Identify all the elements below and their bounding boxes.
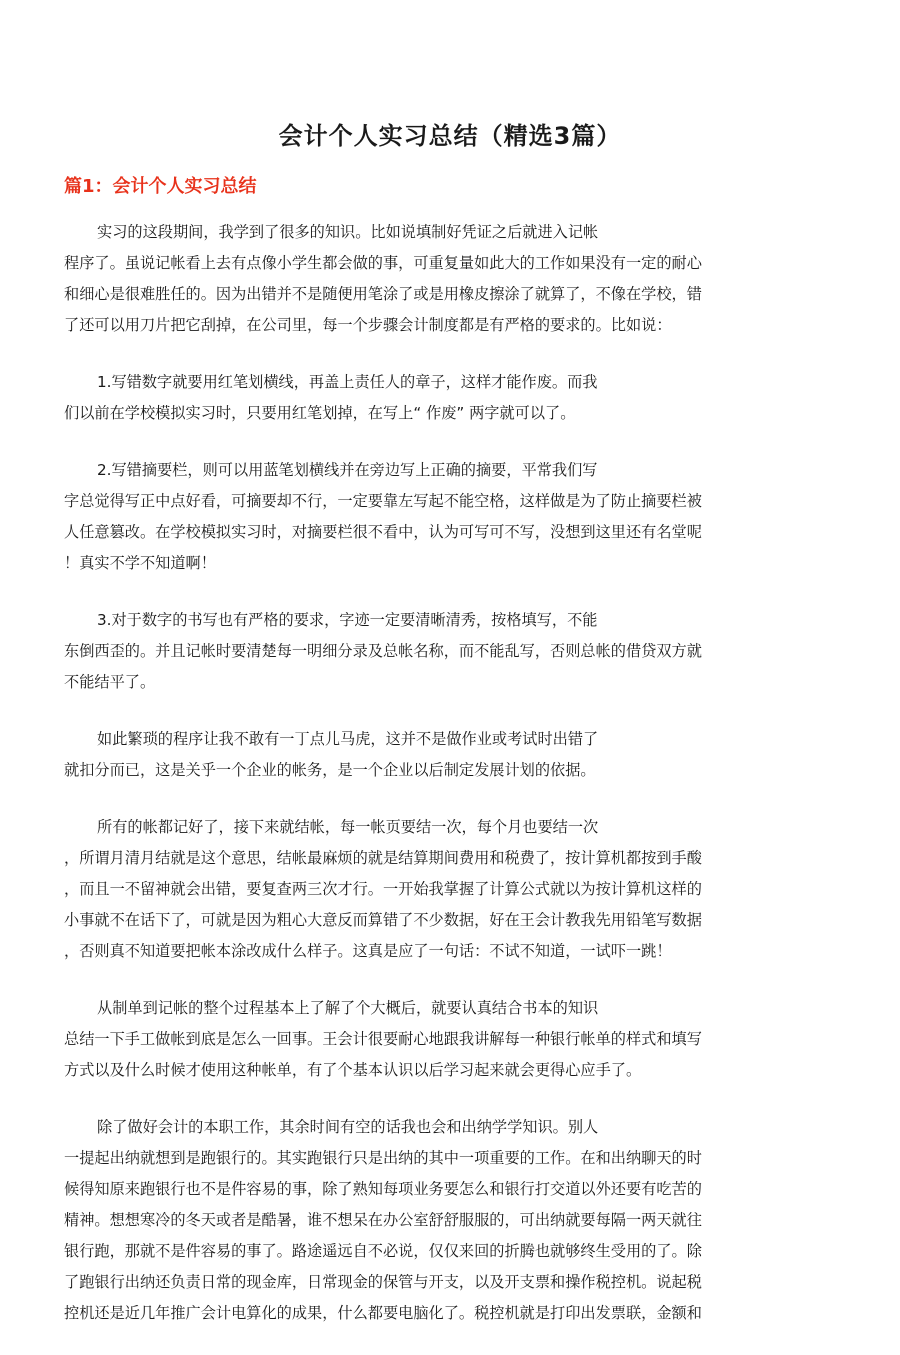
paragraph-line: 方式以及什么时候才使用这种帐单，有了个基本认识以后学习起来就会更得心应手了。 (64, 1061, 642, 1079)
paragraph-line: 候得知原来跑银行也不是件容易的事，除了熟知每项业务要怎么和银行打交道以外还要有吃苦的 (64, 1180, 702, 1198)
paragraph-line: 3.对于数字的书写也有严格的要求，字迹一定要清晰清秀，按格填写，不能 (97, 611, 598, 629)
document-body (64, 217, 834, 1355)
paragraph-line: 字总觉得写正中点好看，可摘要却不行，一定要靠左写起不能空格，这样做是为了防止摘要栏被 (64, 492, 702, 510)
paragraph-line: 所有的帐都记好了，接下来就结帐，每一帐页要结一次，每个月也要结一次 (97, 818, 599, 836)
paragraph (64, 217, 834, 341)
section-heading: 篇1：会计个人实习总结 (64, 176, 257, 197)
paragraph-line: 如此繁琐的程序让我不敢有一丁点儿马虎，这并不是做作业或考试时出错了 (97, 730, 599, 748)
paragraph-line: 人任意篡改。在学校模拟实习时，对摘要栏很不看中，认为可写可不写，没想到这里还有名堂呢 (64, 523, 702, 541)
paragraph-line: 小事就不在话下了，可就是因为粗心大意反而算错了不少数据，好在王会计教我先用铅笔写数据 (64, 911, 702, 929)
paragraph-line: 就扣分而已，这是关乎一个企业的帐务，是一个企业以后制定发展计划的依据。 (64, 761, 596, 779)
paragraph (64, 993, 834, 1086)
paragraph-line: 不能结平了。 (64, 673, 156, 691)
paragraph-line: ，否则真不知道要把帐本涂改成什么样子。这真是应了一句话：不试不知道，一试吓一跳！ (64, 942, 672, 960)
paragraph-line: 除了做好会计的本职工作，其余时间有空的话我也会和出纳学学知识。别人 (97, 1118, 599, 1136)
paragraph-line: 2.写错摘要栏，则可以用蓝笔划横线并在旁边写上正确的摘要，平常我们写 (97, 461, 598, 479)
paragraph-line: 和细心是很难胜任的。因为出错并不是随便用笔涂了或是用橡皮擦涂了就算了，不像在学校，错 (64, 285, 702, 303)
paragraph (64, 1112, 834, 1329)
paragraph (64, 812, 834, 967)
paragraph-line: 了跑银行出纳还负责日常的现金库，日常现金的保管与开支，以及开支票和操作税控机。说起税 (64, 1273, 702, 1291)
paragraph (64, 367, 834, 429)
paragraph-line: 精神。想想寒冷的冬天或者是酷暑，谁不想呆在办公室舒舒服服的，可出纳就要每隔一两天就往 (64, 1211, 702, 1229)
paragraph-line: 东倒西歪的。并且记帐时要清楚每一明细分录及总帐名称，而不能乱写，否则总帐的借贷双方就 (64, 642, 702, 660)
paragraph-line: 银行跑，那就不是件容易的事了。路途遥远自不必说，仅仅来回的折腾也就够终生受用的了。除 (64, 1242, 702, 1260)
paragraph-line: ，所谓月清月结就是这个意思，结帐最麻烦的就是结算期间费用和税费了，按计算机都按到手酸 (64, 849, 702, 867)
paragraph-line: 一提起出纳就想到是跑银行的。其实跑银行只是出纳的其中一项重要的工作。在和出纳聊天的时 (64, 1149, 702, 1167)
paragraph-line: 从制单到记帐的整个过程基本上了解了个大概后，就要认真结合书本的知识 (97, 999, 599, 1017)
paragraph (64, 605, 834, 698)
paragraph-line: 控机还是近几年推广会计电算化的成果，什么都要电脑化了。税控机就是打印出发票联，金额和 (64, 1304, 702, 1322)
paragraph-line: 们以前在学校模拟实习时，只要用红笔划掉，在写上“ 作废” 两字就可以了。 (64, 404, 576, 422)
document-title: 会计个人实习总结（精选3篇） (278, 122, 622, 150)
paragraph-line: ，而且一不留神就会出错，要复查两三次才行。一开始我掌握了计算公式就以为按计算机这样的 (64, 880, 702, 898)
paragraph-line: ！真实不学不知道啊！ (64, 554, 216, 572)
paragraph (64, 724, 834, 786)
paragraph-line: 程序了。虽说记帐看上去有点像小学生都会做的事，可重复量如此大的工作如果没有一定的耐心 (64, 254, 702, 272)
paragraph-line: 总结一下手工做帐到底是怎么一回事。王会计很要耐心地跟我讲解每一种银行帐单的样式和填写 (64, 1030, 702, 1048)
paragraph-line: 1.写错数字就要用红笔划横线，再盖上责任人的章子，这样才能作废。而我 (97, 373, 598, 391)
paragraph-line: 了还可以用刀片把它刮掉，在公司里，每一个步骤会计制度都是有严格的要求的。比如说： (64, 316, 672, 334)
paragraph-line: 实习的这段期间，我学到了很多的知识。比如说填制好凭证之后就进入记帐 (97, 223, 599, 241)
paragraph (64, 455, 834, 579)
